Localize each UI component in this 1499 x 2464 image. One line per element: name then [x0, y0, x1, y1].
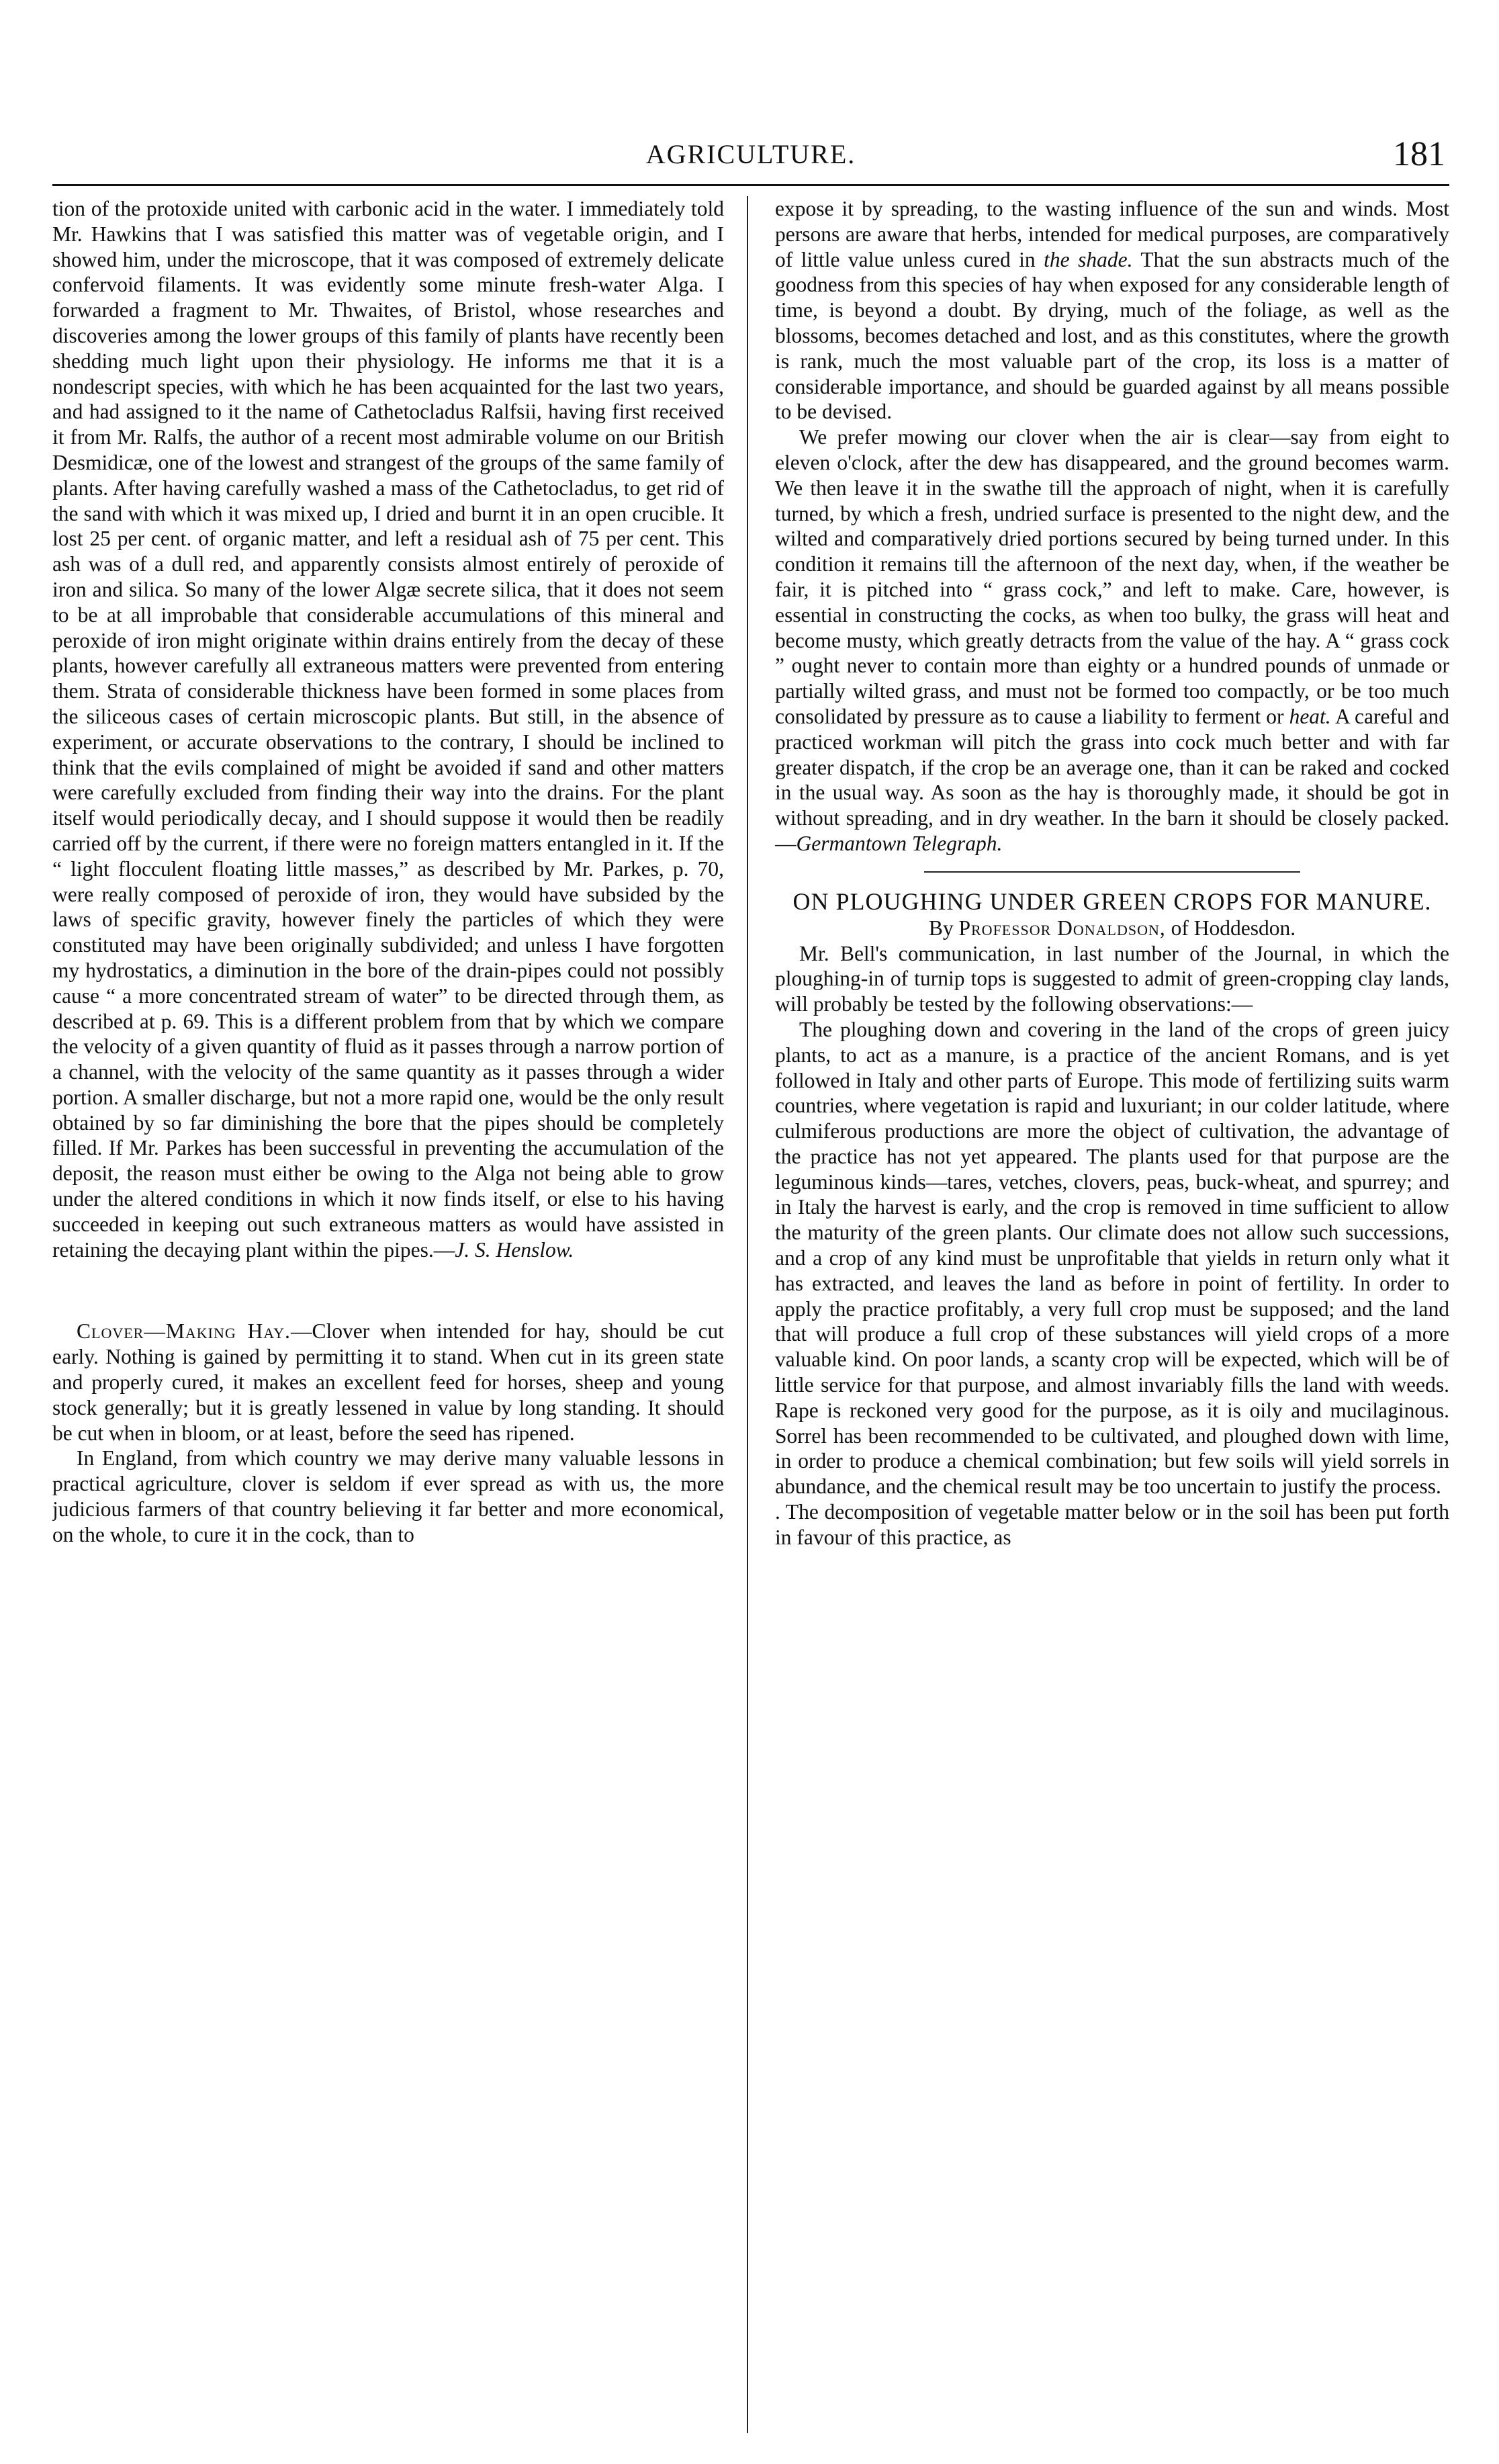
bell-communication-paragraph: Mr. Bell's communication, in last number of the Journal, in which the ploughing-in of turnip tops is suggested to admit of green-cropping clay lands, will probably be tested by the following observations:—	[775, 941, 1449, 1016]
ploughing-practice-paragraph: The ploughing down and covering in the land of the crops of green juicy plants, to act as a manure, is a practice of the ancient Romans, and is yet followed in Italy and other parts of Europe. This mode of fertilizing suits warm countries, where vegetation is rapid and luxuriant; in our colder latitude, where culmiferous productions are more the object of cultivation, the advantage of the practice has not yet appeared. The plants used for that purpose are the leguminous kinds—tares, vetches, clovers, peas, buck-wheat, and spurrey; and in Italy the harvest is early, and the crop is removed in time sufficient to allow the maturity of the green plants. Our climate does not allow such successions, and a crop of any kind must be unprofitable that yields in return only what it has extracted, and leaves the land as before in point of fertility. In order to apply the practice profitably, a very full crop must be supposed; and the land that will produce a full crop of these substances will yield crops of a more valuable kind. On poor lands, a scanty crop will be expected, which will be of little service for that purpose, and almost invariably fills the land with weeds. Rape is reckoned very good for the purpose, as it is oily and mucilaginous. Sorrel has been recommended to be cultivated, and ploughed down with lime, in order to produce a chemical combination; but few soils will yield sorrels in abundance, and the chemical result may be too uncertain to justify the process.	[775, 1017, 1449, 1499]
mowing-clover-paragraph	[775, 425, 1449, 856]
clover-continuation-paragraph	[775, 196, 1449, 425]
byline-prefix: By	[928, 916, 954, 940]
clover-making-hay-heading: Clover—Making Hay.	[77, 1319, 291, 1344]
england-clover-paragraph: In England, from which country we may derive many valuable lessons in practical agriculture, clover is seldom if ever spread as with us, the more judicious farmers of that country believing it far better and more economical, on the whole, to cure it in the cock, than to	[52, 1446, 724, 1546]
germantown-signature: Germantown Telegraph.	[796, 831, 1003, 855]
henslow-article-text: tion of the protoxide united with carbonic acid in the water. I immediately told Mr. Hawkins that I was satisfied this matter was of vegetable origin, and I showed him, under the microscope, that it was composed of extremely delicate confervoid filaments. It was evidently some minute fresh-water Alga. I forwarded a fragment to Mr. Thwaites, of Bristol, whose researches and discoveries among the lower groups of this family of plants have recently been shedding much light upon their physiology. He informs me that it is a nondescript species, with which he has been acquainted for the last two years, and had assigned to it the name of Cathetocladus Ralfsii, having first received it from Mr. Ralfs, the author of a recent most admirable volume on our British Desmidicæ, one of the lowest and strangest of the groups of the same family of plants. After having carefully washed a mass of the Cathetocladus, to get rid of the sand with which it was mixed up, I dried and burnt it in an open crucible. It lost 25 per cent. of organic matter, and left a residual ash of 75 per cent. This ash was of a dull red, and apparently consists almost entirely of peroxide of iron and silica. So many of the lower Algæ secrete silica, that it does not seem to be at all improbable that considerable accumulations of this mineral and peroxide of iron might originate within drains entirely from the decay of these plants, however carefully all extraneous matters were prevented from entering them. Strata of considerable thickness have been formed in some places from the siliceous cases of certain microscopic plants. But still, in the absence of experiment, or accurate observations to the contrary, I should be inclined to think that the evils complained of might be avoided if sand and other matters were carefully excluded from finding their way into the drains. For the plant itself would periodically decay, and I should suppose it would then be readily carried off by the current, if there were no foreign matters entangled in it. If the “ light flocculent floating little masses,” as described by Mr. Parkes, p. 70, were really composed of peroxide of iron, they would have subsided by the laws of specific gravity, however finely the particles of which they were constituted may have been originally subdivided; and unless I have forgotten my hydrostatics, a diminution in the bore of the drain-pipes could not possibly cause “ a more concentrated stream of water” to be directed through them, as described at p. 69. This is a different problem from that by which we compare the velocity of a given quantity of fluid as it passes through a narrow portion of a channel, with the velocity of the same quantity as it passes through a wider portion. A smaller discharge, but not a more rapid one, would be the only result obtained by so far diminishing the bore that the pipes should be completely filled. If Mr. Parkes has been successful in preventing the accumulation of the deposit, the reason must either be owing to the Alga not being able to grow under the altered conditions in which it now finds itself, or else to his having succeeded in keeping out such extraneous matters as would have assisted in retaining the decaying plant within the pipes.—	[52, 197, 724, 1262]
column-divider	[747, 196, 748, 2433]
shade-emphasis: the shade.	[1044, 247, 1133, 271]
heat-emphasis: heat.	[1289, 704, 1331, 728]
mowing-clover-text-2: A careful and practiced workman will pitch the grass into cock much better and with far greater dispatch, if the crop be an average one, than it can be raked and cocked in the usual way. As soon as the hay is thoroughly made, it should be got in without spreading, and in dry weather. In the barn it should be closely packed.—	[775, 704, 1449, 855]
page-number: 181	[1393, 135, 1445, 173]
clover-making-hay-text: —Clover when intended for hay, should be cut early. Nothing is gained by permitting it to stand. When cut in its green state and properly cured, it makes an excellent feed for horses, sheep and young stock generally; but it is greatly lessened in value by long standing. It should be cut when in bloom, or at least, before the seed has ripened.	[52, 1319, 724, 1445]
decomposition-paragraph: . The decomposition of vegetable matter below or in the soil has been put forth in favour of this practice, as	[775, 1500, 1449, 1549]
byline-author: Professor Donaldson,	[958, 916, 1166, 940]
henslow-article-paragraph	[52, 196, 724, 1262]
running-title: AGRICULTURE.	[645, 139, 856, 169]
left-column	[52, 196, 724, 2433]
henslow-signature: J. S. Henslow.	[455, 1237, 574, 1262]
section-divider	[924, 871, 1300, 873]
clover-continuation-text-2: That the sun abstracts much of the goodness from this species of hay when exposed for any considerable length of time, is beyond a doubt. By drying, much of the foliage, as well as the blossoms, becomes detached and lost, and as this constitutes, where the growth is rank, much the most valuable part of the crop, its loss is a matter of considerable importance, and should be guarded against by all means possible to be devised.	[775, 247, 1449, 424]
clover-continuation-text: expose it by spreading, to the wasting influence of the sun and winds. Most persons are aware that herbs, intended for medical purposes, are comparatively of little value unless cured in	[775, 197, 1449, 271]
byline-place: of Hoddesdon.	[1171, 916, 1296, 940]
right-column	[775, 196, 1449, 2433]
running-head	[52, 134, 1449, 175]
two-column-body	[52, 196, 1449, 2433]
mowing-clover-text: We prefer mowing our clover when the air is clear—say from eight to eleven o'clock, after the dew has disappeared, and the ground becomes warm. We then leave it in the swathe till the approach of night, when it is carefully turned, by which a fresh, undried surface is presented to the night dew, and the wilted and comparatively dried portions secured by being turned under. In this condition it remains till the afternoon of the next day, when, if the weather be fair, it is pitched into “ grass cock,” and left to make. Care, however, is essential in constructing the cocks, as when too bulky, the grass will heat and become musty, which greatly detracts from the value of the hay. A “ grass cock ” ought never to contain more than eighty or a hundred pounds of unmade or partially wilted grass, and must not be formed too compactly, or be too much consolidated by pressure as to cause a liability to ferment or	[775, 425, 1449, 728]
article-byline	[775, 916, 1449, 941]
header-rule	[52, 184, 1449, 186]
journal-page	[52, 0, 1449, 2464]
article-title: ON PLOUGHING UNDER GREEN CROPS FOR MANURE.	[792, 887, 1432, 915]
clover-making-hay-paragraph	[52, 1319, 724, 1446]
